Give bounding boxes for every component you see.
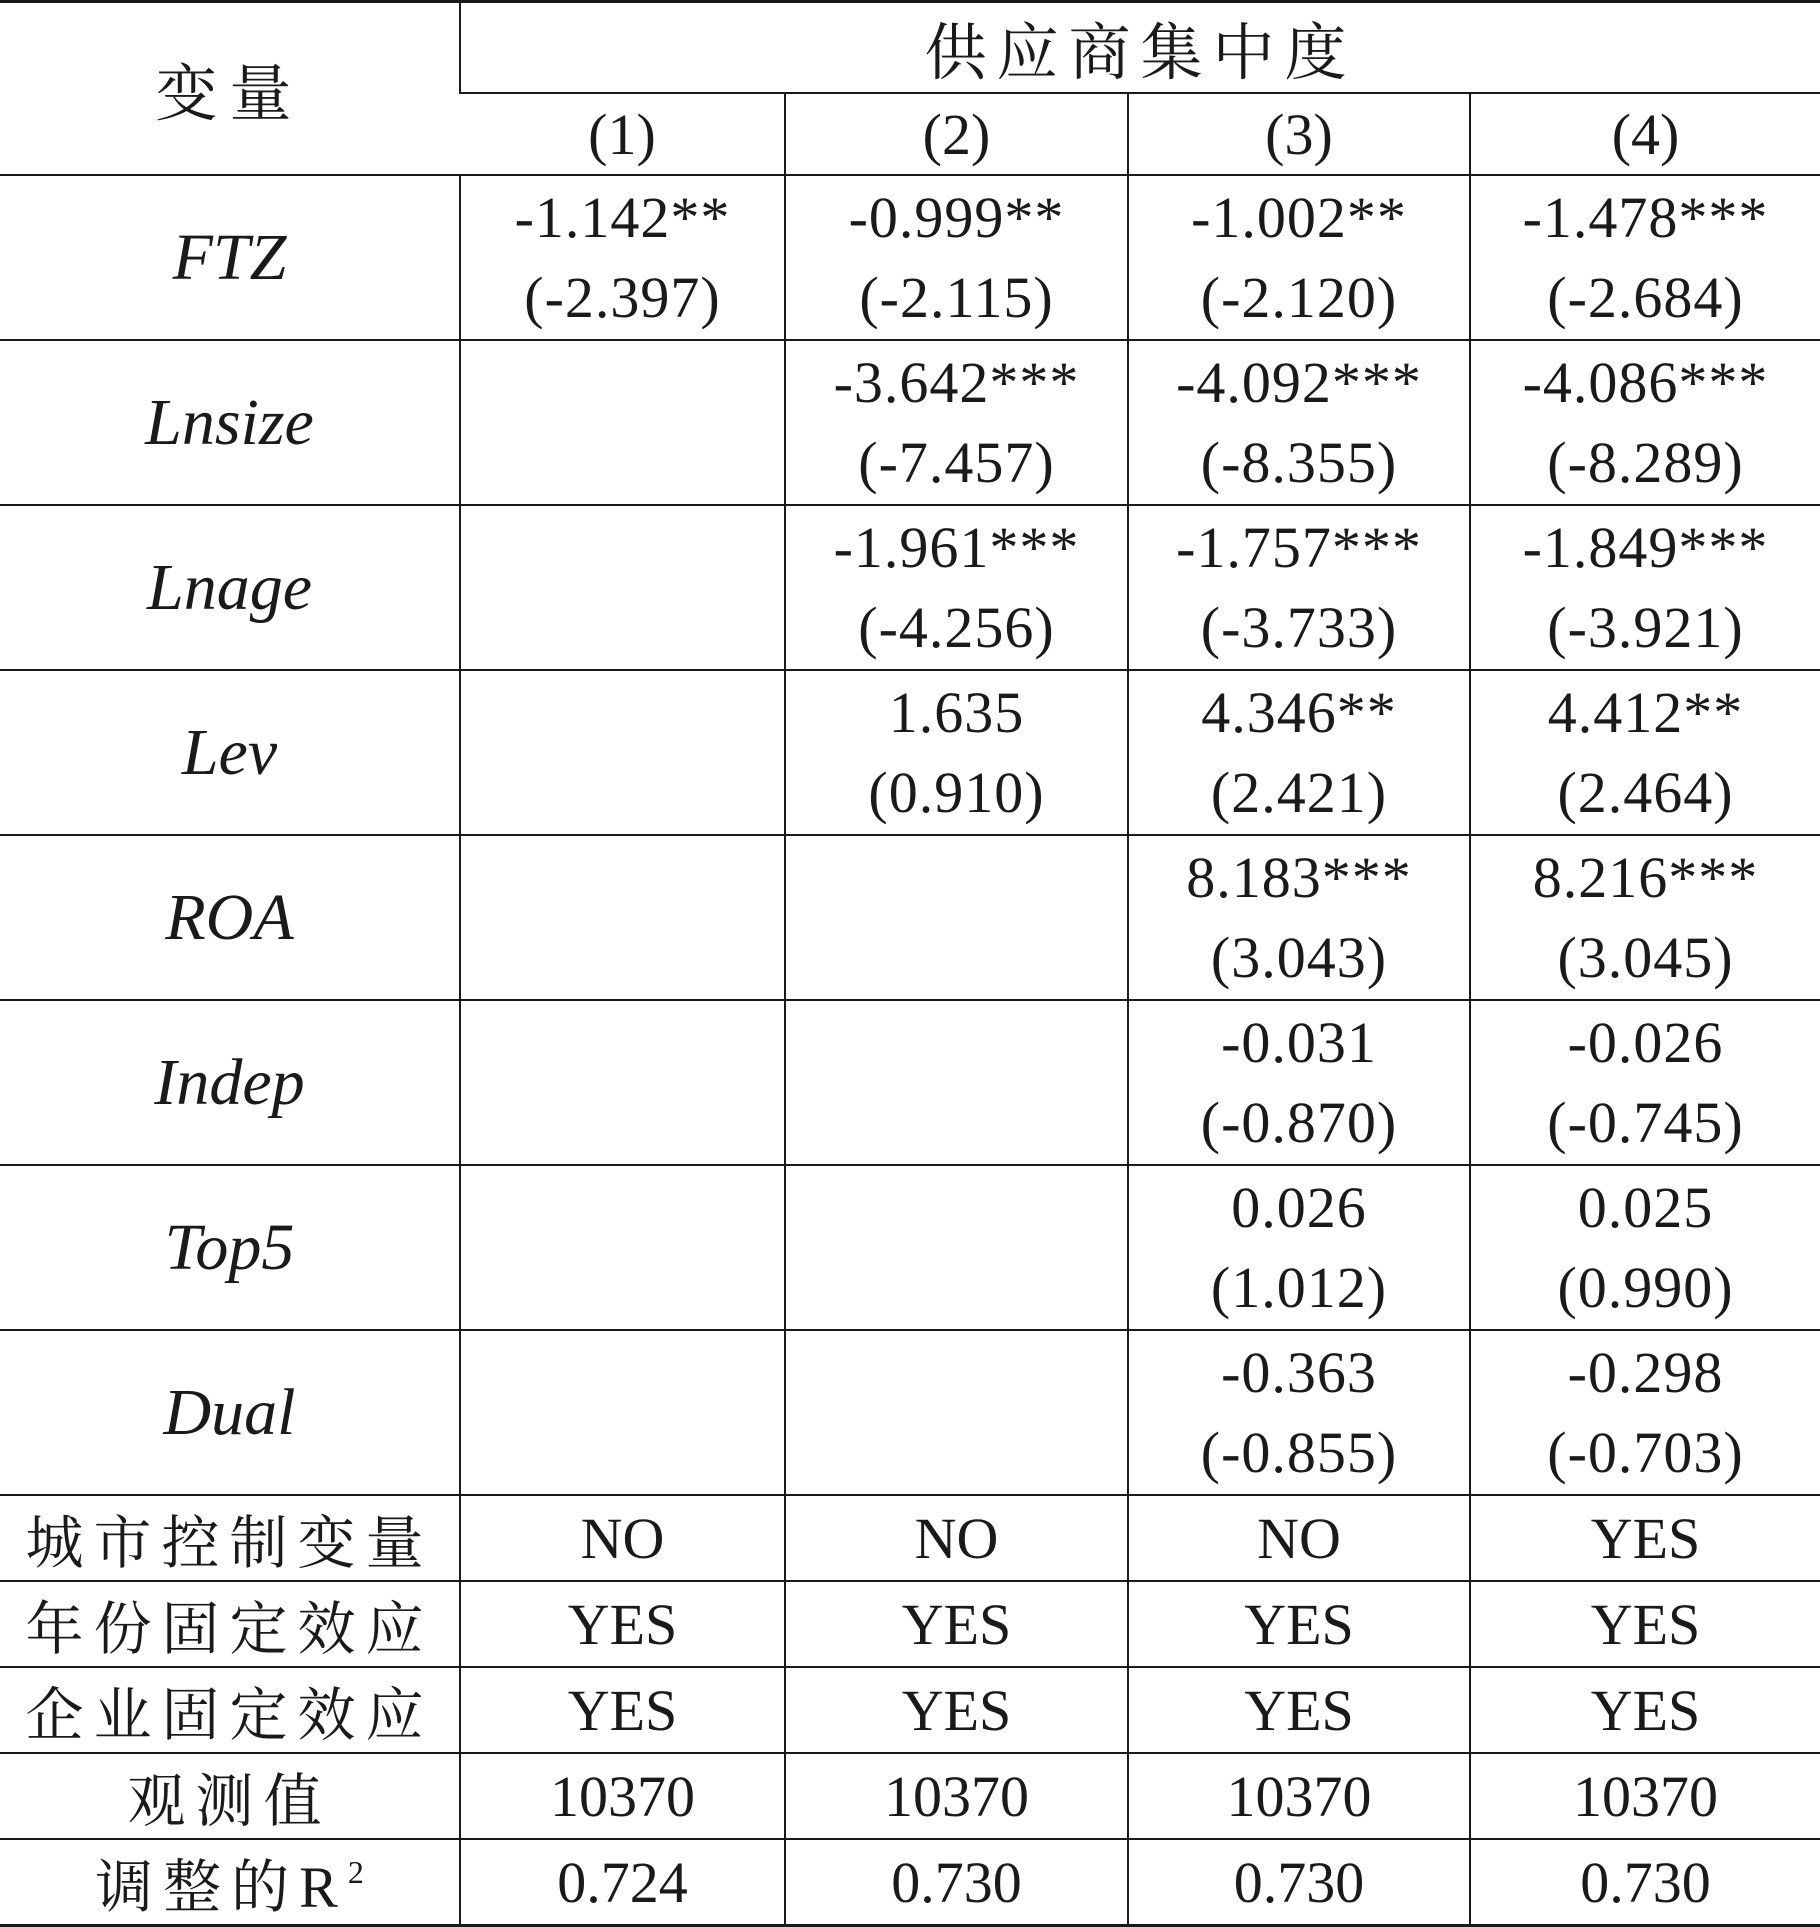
variable-name: Indep xyxy=(0,1000,460,1165)
coefficient-cell xyxy=(785,670,1128,835)
variable-row-roa xyxy=(0,835,1820,1000)
t-statistic: (-2.115) xyxy=(859,264,1054,330)
coefficient-value: -1.961*** xyxy=(833,514,1080,580)
stat-value: NO xyxy=(1128,1495,1470,1581)
coefficient-cell xyxy=(1470,505,1820,670)
coefficient-value: -4.092*** xyxy=(1176,349,1422,415)
coefficient-value: 8.183*** xyxy=(1186,844,1412,910)
coefficient-cell xyxy=(1470,1000,1820,1165)
coefficient-value: -1.002** xyxy=(1191,184,1407,250)
coefficient-cell xyxy=(460,835,785,1000)
coefficient-value: -1.142** xyxy=(514,184,731,250)
stat-label: 年份固定效应 xyxy=(0,1581,460,1667)
coefficient-value: -0.031 xyxy=(1221,1009,1377,1075)
stat-value: YES xyxy=(785,1667,1128,1753)
t-statistic: (-0.870) xyxy=(1200,1089,1398,1155)
variable-row-lnage xyxy=(0,505,1820,670)
coefficient-cell xyxy=(785,835,1128,1000)
coefficient-cell xyxy=(1470,670,1820,835)
stat-value: YES xyxy=(1470,1495,1820,1581)
coefficient-cell xyxy=(785,175,1128,340)
t-statistic: (-0.745) xyxy=(1547,1089,1744,1155)
coefficient-cell xyxy=(460,1165,785,1330)
coefficient-cell xyxy=(785,1165,1128,1330)
coefficient-cell xyxy=(785,505,1128,670)
r-squared-label xyxy=(0,1839,460,1926)
stat-row xyxy=(0,1581,1820,1667)
t-statistic: (-2.684) xyxy=(1547,264,1744,330)
t-statistic: (-8.289) xyxy=(1547,429,1744,495)
t-statistic: (1.012) xyxy=(1210,1254,1388,1320)
variable-header: 变量 xyxy=(0,2,460,176)
r-squared-value: 0.724 xyxy=(460,1839,785,1926)
coefficient-value: 4.346** xyxy=(1201,679,1397,745)
stat-label: 企业固定效应 xyxy=(0,1667,460,1753)
column-header-4: (4) xyxy=(1470,93,1820,175)
coefficient-cell xyxy=(785,1330,1128,1495)
table-body xyxy=(0,175,1820,1926)
t-statistic: (-8.355) xyxy=(1200,429,1398,495)
coefficient-cell xyxy=(1128,1330,1470,1495)
coefficient-cell xyxy=(1470,340,1820,505)
stat-value: NO xyxy=(460,1495,785,1581)
coefficient-cell xyxy=(1470,175,1820,340)
stat-value: YES xyxy=(1128,1667,1470,1753)
stat-row xyxy=(0,1495,1820,1581)
variable-row-ftz xyxy=(0,175,1820,340)
coefficient-cell xyxy=(1128,1165,1470,1330)
coefficient-cell xyxy=(460,175,785,340)
stat-value: 10370 xyxy=(460,1753,785,1839)
stat-value: YES xyxy=(460,1581,785,1667)
variable-row-indep xyxy=(0,1000,1820,1165)
coefficient-cell xyxy=(1128,1000,1470,1165)
t-statistic: (3.045) xyxy=(1557,924,1734,990)
coefficient-cell xyxy=(460,670,785,835)
coefficient-cell xyxy=(460,1330,785,1495)
coefficient-cell xyxy=(460,505,785,670)
coefficient-cell xyxy=(1470,835,1820,1000)
coefficient-cell xyxy=(1128,835,1470,1000)
t-statistic: (0.990) xyxy=(1557,1254,1734,1320)
coefficient-cell xyxy=(785,340,1128,505)
coefficient-value: -4.086*** xyxy=(1522,349,1769,415)
r-squared-label-text: 调整的R xyxy=(95,1855,348,1920)
t-statistic: (-4.256) xyxy=(858,594,1055,660)
variable-name: FTZ xyxy=(0,175,460,340)
r-squared-row xyxy=(0,1839,1820,1926)
stat-label: 城市控制变量 xyxy=(0,1495,460,1581)
coefficient-value: -0.298 xyxy=(1567,1339,1724,1405)
t-statistic: (-0.703) xyxy=(1547,1419,1744,1485)
stat-value: YES xyxy=(460,1667,785,1753)
t-statistic: (2.464) xyxy=(1557,759,1734,825)
coefficient-cell xyxy=(1128,175,1470,340)
coefficient-value: -0.999** xyxy=(848,184,1065,250)
coefficient-cell xyxy=(460,340,785,505)
stat-value: NO xyxy=(785,1495,1128,1581)
stat-value: YES xyxy=(1128,1581,1470,1667)
variable-row-dual xyxy=(0,1330,1820,1495)
coefficient-value: 0.025 xyxy=(1577,1174,1714,1240)
t-statistic: (-0.855) xyxy=(1200,1419,1398,1485)
coefficient-value: -1.478*** xyxy=(1522,184,1769,250)
variable-row-top5 xyxy=(0,1165,1820,1330)
r-squared-value: 0.730 xyxy=(1128,1839,1470,1926)
coefficient-value: 4.412** xyxy=(1547,679,1744,745)
coefficient-cell xyxy=(1470,1330,1820,1495)
t-statistic: (-3.733) xyxy=(1200,594,1398,660)
stat-row xyxy=(0,1667,1820,1753)
column-header-2: (2) xyxy=(785,93,1128,175)
coefficient-cell xyxy=(785,1000,1128,1165)
r-squared-superscript: 2 xyxy=(347,1854,364,1890)
column-header-1: (1) xyxy=(460,93,785,175)
variable-name: Dual xyxy=(0,1330,460,1495)
coefficient-value: -1.849*** xyxy=(1522,514,1769,580)
variable-row-lnsize xyxy=(0,340,1820,505)
variable-name: Lnage xyxy=(0,505,460,670)
stat-row xyxy=(0,1753,1820,1839)
variable-name: Lev xyxy=(0,670,460,835)
coefficient-cell xyxy=(1128,670,1470,835)
stat-value: YES xyxy=(1470,1581,1820,1667)
stat-value: 10370 xyxy=(785,1753,1128,1839)
variable-name: Top5 xyxy=(0,1165,460,1330)
header-group-row xyxy=(0,2,1820,94)
t-statistic: (-7.457) xyxy=(858,429,1055,495)
stat-label: 观测值 xyxy=(0,1753,460,1839)
coefficient-value: 0.026 xyxy=(1231,1174,1367,1240)
t-statistic: (-3.921) xyxy=(1547,594,1744,660)
coefficient-value: -3.642*** xyxy=(833,349,1080,415)
column-header-3: (3) xyxy=(1128,93,1470,175)
coefficient-value: 8.216*** xyxy=(1532,844,1759,910)
stat-value: 10370 xyxy=(1128,1753,1470,1839)
t-statistic: (2.421) xyxy=(1210,759,1388,825)
variable-row-lev xyxy=(0,670,1820,835)
coefficient-cell xyxy=(1128,505,1470,670)
r-squared-value: 0.730 xyxy=(1470,1839,1820,1926)
coefficient-value: -0.026 xyxy=(1567,1009,1724,1075)
variable-name: ROA xyxy=(0,835,460,1000)
coefficient-value: 1.635 xyxy=(888,679,1025,745)
dependent-variable-header: 供应商集中度 xyxy=(460,2,1820,94)
r-squared-value: 0.730 xyxy=(785,1839,1128,1926)
stat-value: YES xyxy=(785,1581,1128,1667)
coefficient-value: -1.757*** xyxy=(1176,514,1422,580)
coefficient-value: -0.363 xyxy=(1221,1339,1377,1405)
t-statistic: (-2.397) xyxy=(524,264,721,330)
coefficient-cell xyxy=(1128,340,1470,505)
t-statistic: (0.910) xyxy=(868,759,1045,825)
t-statistic: (3.043) xyxy=(1210,924,1388,990)
variable-name: Lnsize xyxy=(0,340,460,505)
stat-value: 10370 xyxy=(1470,1753,1820,1839)
coefficient-cell xyxy=(1470,1165,1820,1330)
t-statistic: (-2.120) xyxy=(1200,264,1398,330)
coefficient-cell xyxy=(460,1000,785,1165)
stat-value: YES xyxy=(1470,1667,1820,1753)
